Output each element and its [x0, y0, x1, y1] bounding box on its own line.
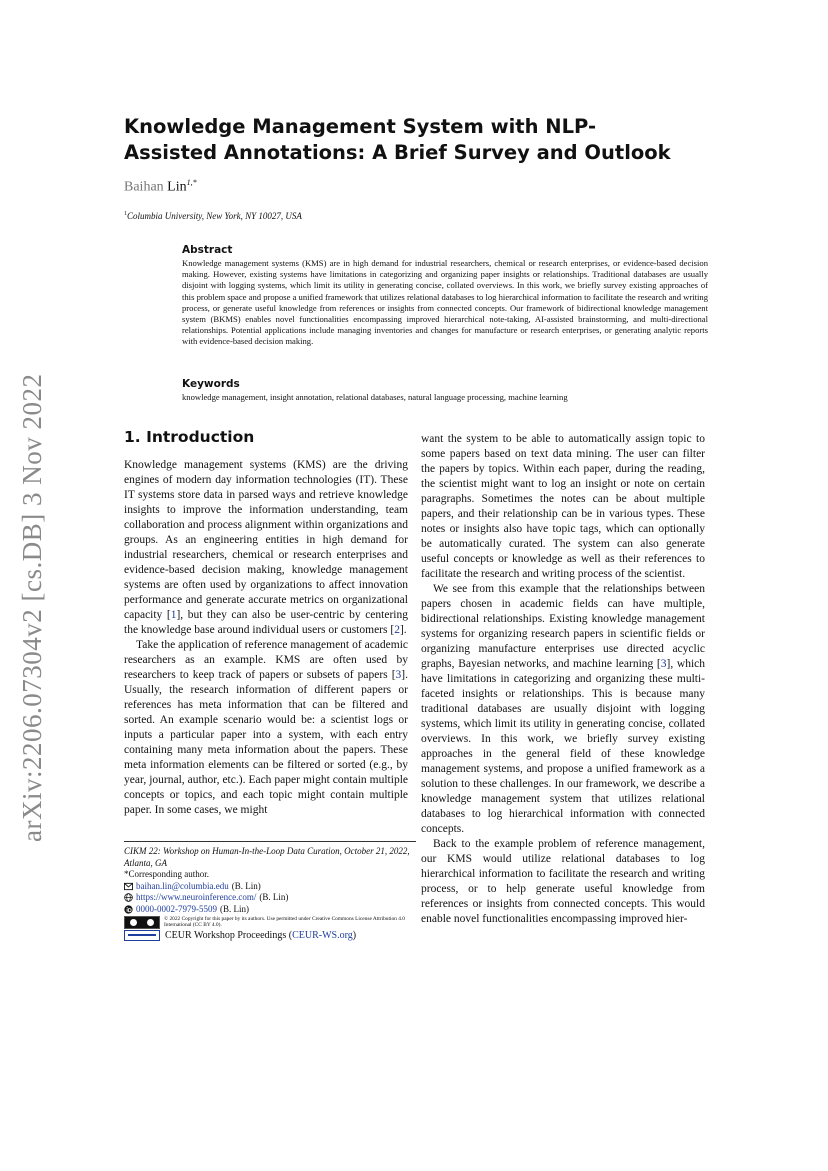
- intro-paragraph-1: [124, 458, 408, 638]
- ceur-logo-icon: [124, 930, 160, 941]
- cc-by-badge-icon: [124, 916, 160, 929]
- intro-paragraph-2-continued: want the system to be able to automatically assign topic to some papers based on text data mining. The user can filter the papers by topics. Within each paper, during the reading, the scientist might want to log an insight or note on certain paragraphs. Sometimes the notes can be about multiple papers, and their relationship can be in various types. These notes or insights also have topic tags, which can optionally be automatically curated. The system can also generate useful concepts or knowledge as well as their references to facilitate the research and writing process of the scientist.: [421, 433, 705, 580]
- conference-note: CIKM 22: Workshop on Human-In-the-Loop Data Curation, October 21, 2022, Atlanta, GA: [124, 846, 410, 868]
- author-line: [124, 178, 197, 196]
- globe-icon: [124, 893, 133, 902]
- license-text: © 2022 Copyright for this paper by its authors. Use permitted under Creative Commons License Attribution 4.0 International (CC BY 4.0).: [164, 916, 405, 929]
- affiliation-text: Columbia University, New York, NY 10027, USA: [127, 211, 302, 221]
- introduction-heading: 1. Introduction: [124, 428, 255, 446]
- affiliation: [124, 211, 302, 221]
- abstract-section: [182, 244, 708, 348]
- keywords-heading: Keywords: [182, 378, 240, 390]
- orcid-icon: [124, 905, 133, 914]
- proceedings-suffix: ): [352, 930, 357, 941]
- intro-p2-text-a: Take the application of reference management of academic researchers as an example. KMS are often used by researchers to keep track of papers or subsets of papers [: [124, 639, 408, 681]
- email-owner: (B. Lin): [231, 880, 261, 891]
- author-marks: 1,*: [186, 178, 197, 187]
- citation-link[interactable]: 2: [394, 624, 400, 636]
- intro-p2-text-b: ]. Usually, the research information of different papers or references has meta information that can be filtered and sorted. An example scenario would be: a scientist logs or inputs a particular paper into a system, with each entry containing many meta information about the papers. These meta information elements can be filtered or sorted (e.g., by year, journal, author, etc.). Each paper might contain multiple concepts or topics, and each topic might contain multiple paper. In some cases, we might: [124, 669, 408, 816]
- intro-paragraph-4: Back to the example problem of reference management, our KMS would utilize relational databases to log hierarchical information to facilitate the research and writing process, or to help generate useful knowledge from references or insights from connected concepts. This would enable novel functionalities encompassing improved hier-: [421, 838, 705, 925]
- paper-title: Knowledge Management System with NLP-Assisted Annotations: A Brief Survey and Outlook: [124, 115, 671, 164]
- intro-p1-text-c: ].: [399, 624, 407, 636]
- footnotes: [124, 841, 416, 942]
- citation-link[interactable]: 1: [170, 609, 177, 621]
- license-row: [124, 916, 416, 929]
- orcid-row: [124, 904, 416, 916]
- author-given-name: Baihan: [124, 179, 164, 195]
- ceur-ws-link[interactable]: CEUR-WS.org: [292, 930, 353, 941]
- intro-p3-text-b: ], which have limitations in categorizing and organizing these multi-faceted insights or relationships. This is because many traditional databases are usually disjoint with logging systems, which limit its utility in generating concise, collated overviews. In this work, we briefly survey existing approaches in the general field of these knowledge management systems, and propose a unified framework as a solution to these challenges. In our framework, we describe a knowledge management system that utilizes relational databases to log hierarchical information with connected concepts.: [421, 658, 705, 835]
- intro-paragraph-3: [421, 582, 705, 837]
- arxiv-identifier-stamp: arXiv:2206.07304v2 [cs.DB] 3 Nov 2022: [17, 373, 47, 842]
- keywords-text: knowledge management, insight annotation, relational databases, natural language processing, machine learning: [182, 392, 568, 402]
- author-surname: Lin: [167, 179, 187, 195]
- keywords-section: [182, 378, 708, 403]
- corresponding-author-note: *Corresponding author.: [124, 869, 209, 879]
- abstract-heading: Abstract: [182, 244, 233, 256]
- email-row: [124, 881, 416, 893]
- intro-p3-text-a: We see from this example that the relationships between papers chosen in academic fields can have multiple, bidirectional relationships. Existing knowledge management systems for organizing research papers in scientific fields or organizing manufacture enterprises use directed acyclic graphs, Bayesian networks, and machine learning [: [421, 583, 705, 670]
- proceedings-prefix: CEUR Workshop Proceedings (: [165, 930, 293, 941]
- website-owner: (B. Lin): [259, 892, 289, 902]
- website-link[interactable]: https://www.neuroinference.com/: [136, 892, 257, 902]
- envelope-icon: [124, 882, 133, 891]
- website-row: [124, 892, 416, 904]
- abstract-text: Knowledge management systems (KMS) are in high demand for industrial researchers, chemical or research enterprises, or evidence-based decision making. However, existing systems have limitations in categorizing and organizing paper insights or relationships. Traditional databases are usually disjoint with logging systems, which limit its utility in generating concise, collated overviews. In this work, we briefly survey existing approaches of this problem space and propose a unified framework that utilizes relational databases to log hierarchical information to facilitate the research and writing process, or generate useful knowledge from references or insights from connected concepts. Our framework of bidirectional knowledge management system (BKMS) enables novel functionalities encompassing improved hierarchical note-taking, AI-assisted brainstorming, and multi-directional relationships. Potential applications include managing inventories and changes for manufacture or research enterprises, or generating analytic reports with evidence-based decision making.: [182, 258, 708, 347]
- orcid-owner: (B. Lin): [220, 903, 249, 914]
- proceedings-row: [124, 930, 416, 942]
- citation-link[interactable]: 3: [395, 669, 402, 681]
- intro-paragraph-2: [124, 638, 408, 818]
- right-column: [421, 432, 705, 927]
- orcid-link[interactable]: 0000-0002-7979-5509: [136, 903, 217, 914]
- citation-link[interactable]: 3: [660, 658, 667, 670]
- affiliation-mark: 1: [124, 211, 127, 217]
- intro-p1-text-a: Knowledge management systems (KMS) are the driving engines of modern day information technologies (IT). These IT systems store data in parsed ways and retrieve knowledge insights to improve the information understanding, team collaboration and process alignment within organizations and groups. As an engineering entities in high demand for industrial researchers, chemical or research enterprises and evidence-based decision making, knowledge management systems are often used by organizations to affect innovation performance and generate accurate metrics on organizational capacity [: [124, 459, 408, 621]
- proceedings-text: [165, 930, 356, 942]
- email-link[interactable]: baihan.lin@columbia.edu: [136, 880, 229, 891]
- intro-p1-text-b: ], but they can also be user-centric by centering the knowledge base around individual users or customers [: [124, 609, 408, 636]
- left-column: [124, 428, 408, 818]
